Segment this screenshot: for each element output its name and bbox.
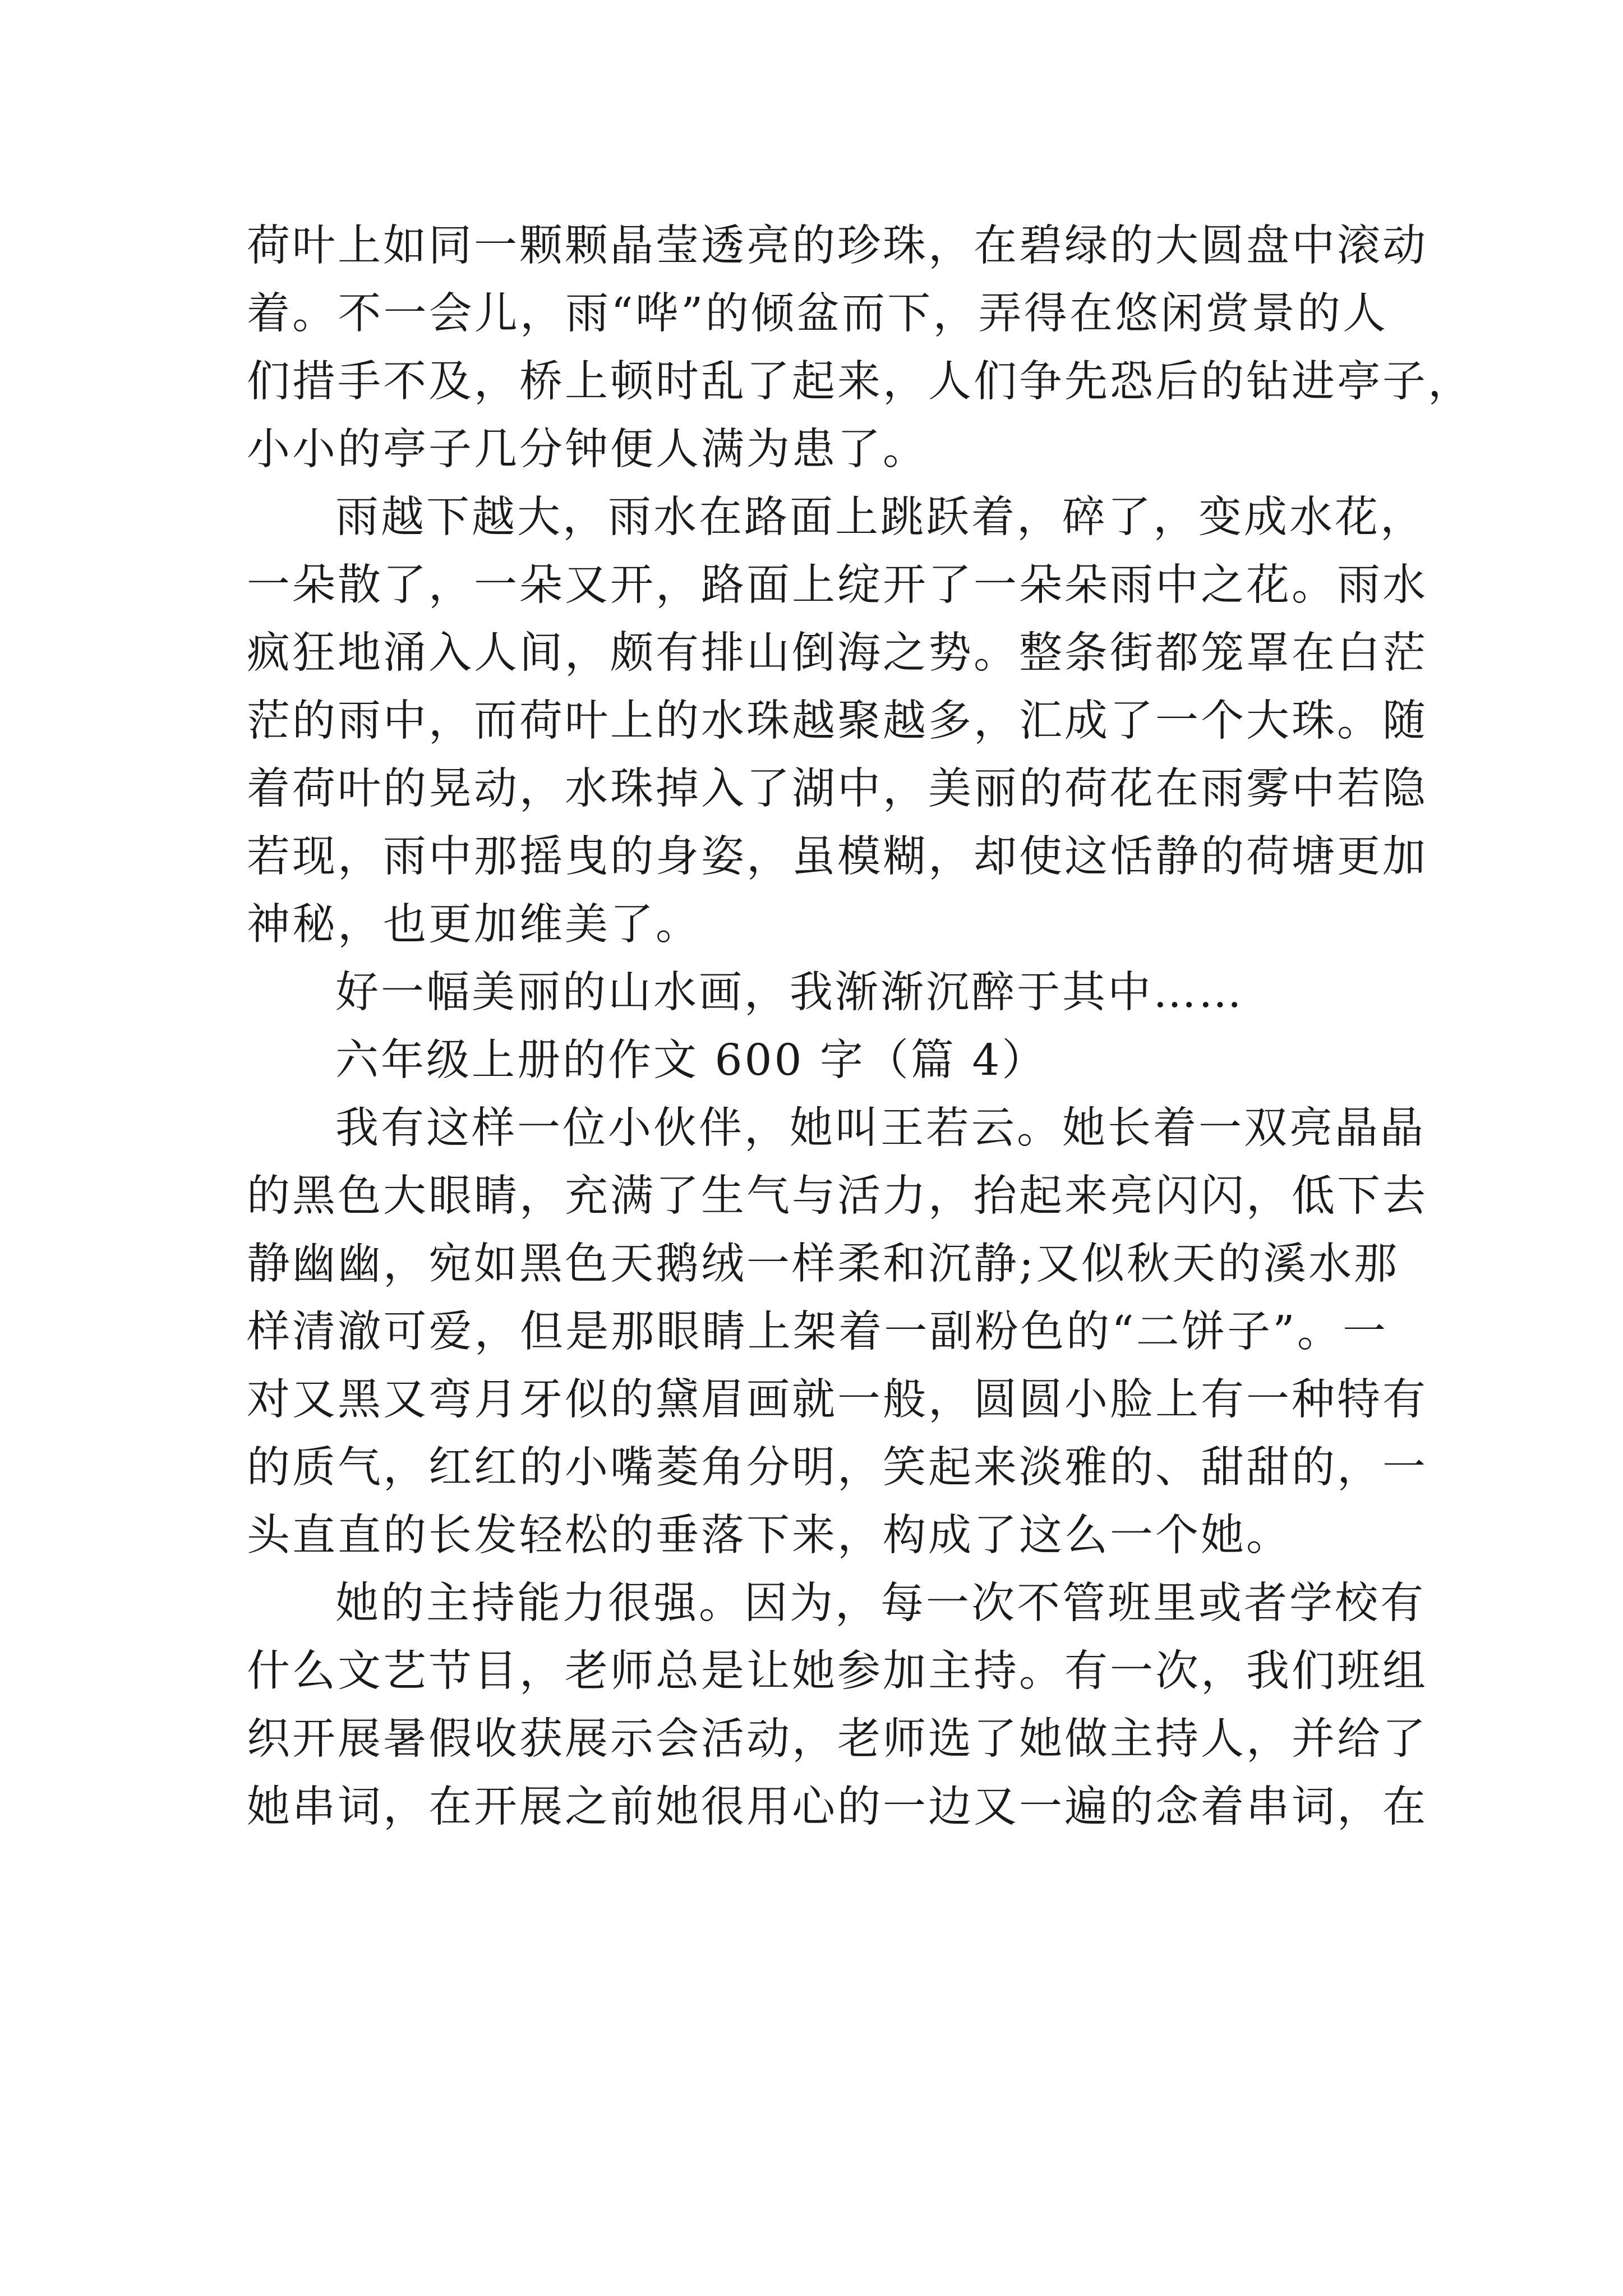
text-line: 茫的雨中，而荷叶上的水珠越聚越多，汇成了一个大珠。随 [247, 696, 1428, 746]
text-line: 织开展暑假收获展示会活动，老师选了她做主持人，并给了 [247, 1714, 1428, 1764]
text-line: 静幽幽，宛如黑色天鹅绒一样柔和沉静;又似秋天的溪水那 [247, 1239, 1399, 1289]
text-line: 若现，雨中那摇曳的身姿，虽模糊，却使这恬静的荷塘更加 [247, 832, 1428, 882]
paragraph-first-line: 我有这样一位小伙伴，她叫王若云。她长着一双亮晶晶 [335, 1103, 1426, 1153]
text-line: 什么文艺节目，老师总是让她参加主持。有一次，我们班组 [247, 1646, 1428, 1696]
text-line: 头直直的长发轻松的垂落下来，构成了这么一个她。 [247, 1511, 1292, 1561]
text-line: 们措手不及，桥上顿时乱了起来，人们争先恐后的钻进亭子， [247, 357, 1473, 407]
text-line: 样清澈可爱，但是那眼睛上架着一副粉色的“二饼子”。一 [247, 1307, 1388, 1357]
section-heading: 六年级上册的作文 600 字（篇 4） [335, 1036, 1048, 1085]
text-line: 她串词，在开展之前她很用心的一边又一遍的念着串词，在 [247, 1782, 1428, 1832]
text-line: 疯狂地涌入人间，颇有排山倒海之势。整条街都笼罩在白茫 [247, 628, 1428, 678]
paragraph-first-line: 好一幅美丽的山水画，我渐渐沉醉于其中…… [335, 968, 1244, 1018]
text-line: 神秘，也更加维美了。 [247, 900, 701, 950]
essay-body [247, 212, 1473, 1841]
text-line: 小小的亭子几分钟便人满为患了。 [247, 425, 928, 475]
paragraph-first-line: 她的主持能力很强。因为，每一次不管班里或者学校有 [335, 1579, 1426, 1628]
text-line: 着荷叶的晃动，水珠掉入了湖中，美丽的荷花在雨雾中若隐 [247, 764, 1428, 814]
text-line: 着。不一会儿，雨“哗”的倾盆而下，弄得在悠闲赏景的人 [247, 289, 1388, 339]
text-line: 荷叶上如同一颗颗晶莹透亮的珍珠，在碧绿的大圆盘中滚动 [247, 221, 1428, 271]
text-line: 一朵散了，一朵又开，路面上绽开了一朵朵雨中之花。雨水 [247, 560, 1428, 610]
paragraph-first-line: 雨越下越大，雨水在路面上跳跃着，碎了，变成水花， [335, 493, 1426, 542]
text-line: 的黑色大眼睛，充满了生气与活力，抬起来亮闪闪，低下去 [247, 1171, 1428, 1221]
text-line: 对又黑又弯月牙似的黛眉画就一般，圆圆小脸上有一种特有 [247, 1375, 1428, 1425]
text-line: 的质气，红红的小嘴菱角分明，笑起来淡雅的、甜甜的，一 [247, 1443, 1428, 1493]
